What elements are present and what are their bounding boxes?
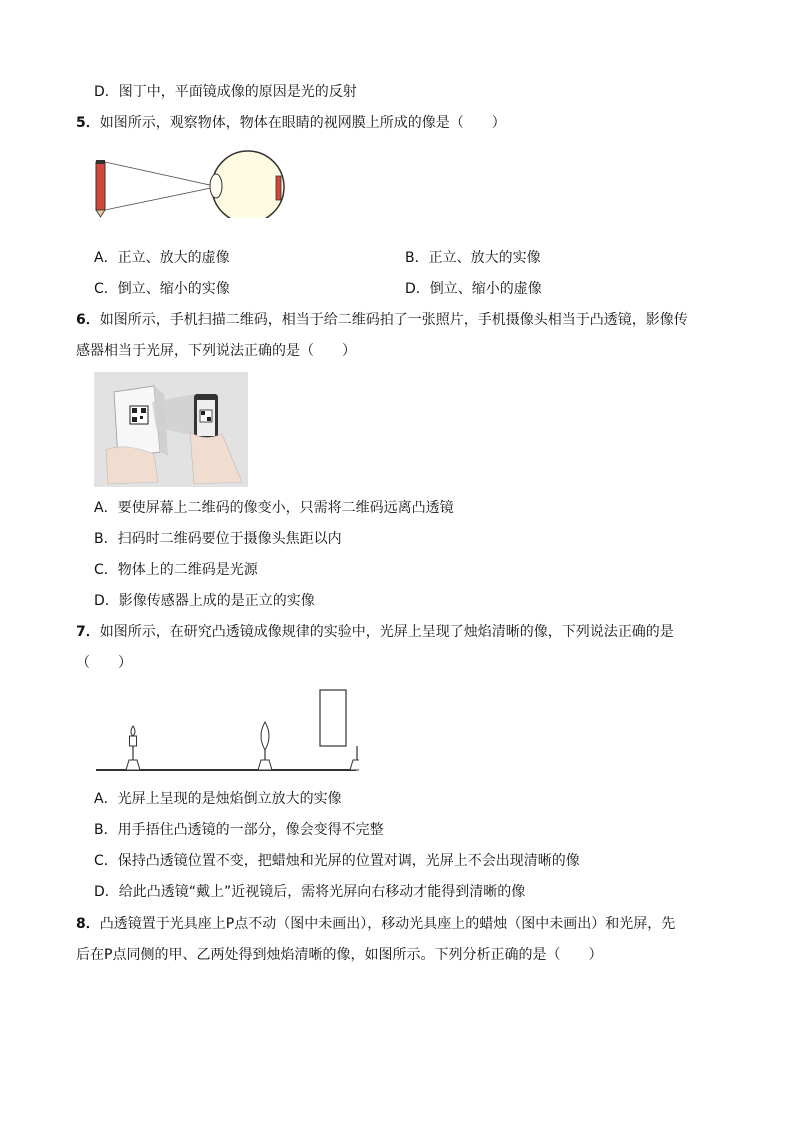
q7-stem-line1	[76, 623, 674, 641]
q7-option-b: B．用手捂住凸透镜的一部分，像会变得不完整	[94, 822, 384, 838]
q5-number: 5．	[76, 115, 100, 131]
q7-option-d: D．给此凸透镜“戴上”近视镜后，需将光屏向右移动才能得到清晰的像	[94, 884, 526, 900]
q6-stem-line1	[76, 311, 688, 329]
q4-option-d: D．图丁中，平面镜成像的原因是光的反射	[94, 84, 357, 100]
q6-option-b: B．扫码时二维码要位于摄像头焦距以内	[94, 531, 342, 547]
q8-stem-line2: 后在P点同侧的甲、乙两处得到烛焰清晰的像，如图所示。下列分析正确的是（ ）	[76, 947, 603, 963]
qr-scan-photo	[94, 372, 248, 487]
optical-bench-diagram	[94, 688, 359, 774]
q6-option-a: A．要使屏幕上二维码的像变小，只需将二维码远离凸透镜	[94, 500, 454, 516]
q5-option-a: A．正立、放大的虚像	[94, 250, 230, 266]
q5-option-b: B．正立、放大的实像	[405, 250, 541, 266]
q7-option-c: C．保持凸透镜位置不变，把蜡烛和光屏的位置对调，光屏上不会出现清晰的像	[94, 853, 580, 869]
q5-stem-text: 如图所示，观察物体，物体在眼睛的视网膜上所成的像是（ ）	[99, 115, 506, 131]
q7-stem-text1: 如图所示，在研究凸透镜成像规律的实验中，光屏上呈现了烛焰清晰的像，下列说法正确的是	[99, 624, 674, 640]
q8-stem-text1: 凸透镜置于光具座上P点不动（图中未画出），移动光具座上的蜡烛（图中未画出）和光屏，先	[99, 916, 676, 932]
q5-option-c: C．倒立、缩小的实像	[94, 281, 230, 297]
q8-stem-line1	[76, 915, 675, 933]
q5-stem	[76, 114, 506, 132]
q5-option-d: D．倒立、缩小的虚像	[405, 281, 542, 297]
q6-option-d: D．影像传感器上成的是正立的实像	[94, 593, 315, 609]
q6-number: 6．	[76, 312, 100, 328]
q7-stem-line2: （ ）	[76, 655, 132, 671]
q7-number: 7．	[76, 624, 100, 640]
q7-option-a: A．光屏上呈现的是烛焰倒立放大的实像	[94, 791, 342, 807]
q6-stem-text1: 如图所示，手机扫描二维码，相当于给二维码拍了一张照片，手机摄像头相当于凸透镜，影像传	[99, 312, 688, 328]
q6-stem-line2: 感器相当于光屏，下列说法正确的是（ ）	[76, 343, 356, 359]
eye-diagram	[90, 148, 290, 218]
q8-number: 8．	[76, 916, 100, 932]
q6-option-c: C．物体上的二维码是光源	[94, 562, 258, 578]
